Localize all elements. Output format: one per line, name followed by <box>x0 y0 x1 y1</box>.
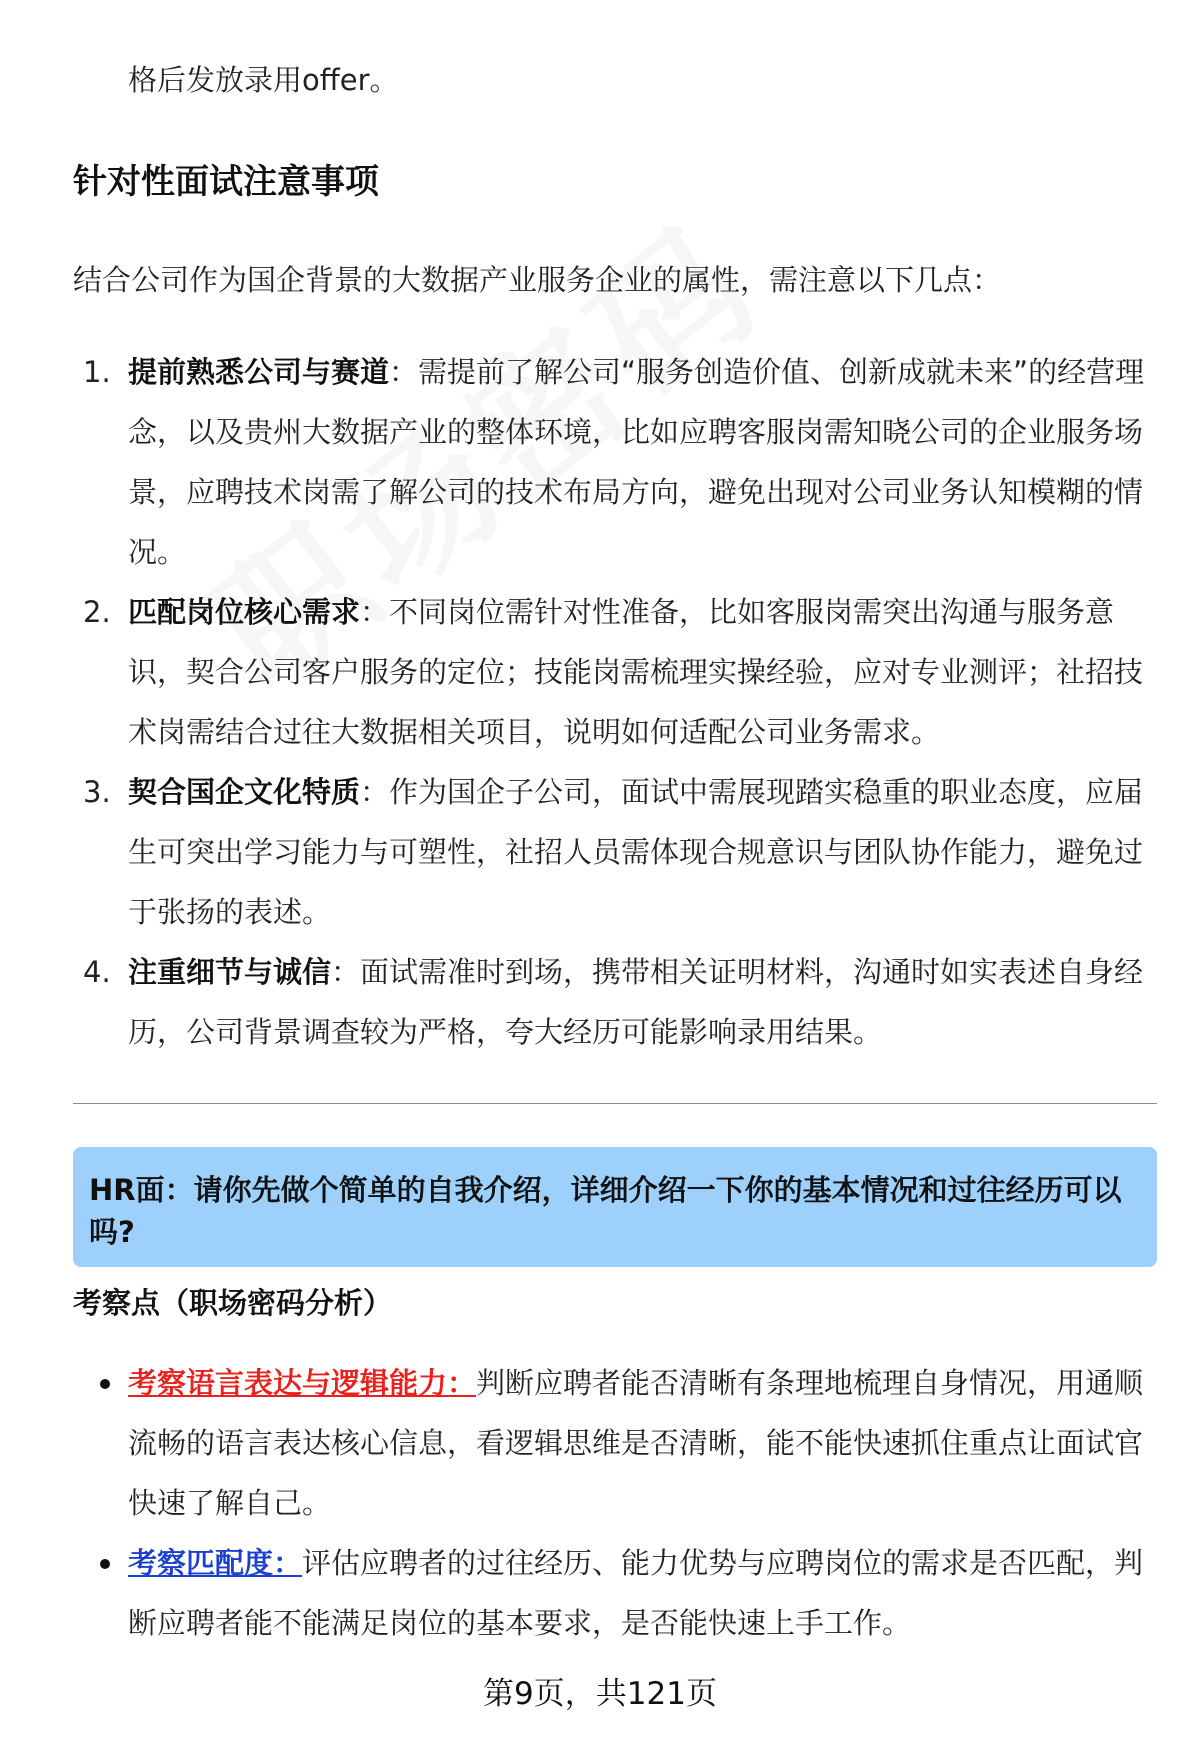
list-number: 4. <box>83 955 111 989</box>
item-text: ：面试需准时到场，携带相关证明材料，沟通时如实表述自身经历，公司背景调查较为严格，夸大经历可能影响录用结果。 <box>128 955 1144 1049</box>
section-title: 针对性面试注意事项 <box>73 162 379 202</box>
list-item <box>73 342 1157 582</box>
item-title: 提前熟悉公司与赛道 <box>128 355 390 389</box>
list-number: 2. <box>83 595 111 629</box>
section-divider <box>73 1103 1157 1104</box>
item-title: 匹配岗位核心需求 <box>128 595 361 629</box>
bullet-icon <box>100 1559 110 1569</box>
bullet-icon <box>100 1379 110 1389</box>
analysis-text: 判断应聘者能否清晰有条理地梳理自身情况，用通顺流畅的语言表达核心信息，看逻辑思维是否清晰，能不能快速抓住重点让面试官快速了解自己。 <box>128 1366 1144 1520</box>
item-title: 注重细节与诚信 <box>128 955 332 989</box>
analysis-list <box>73 1353 1157 1653</box>
item-text: ：需提前了解公司“服务创造价值、创新成就未来”的经营理念，以及贵州大数据产业的整体环境，比如应聘客服岗需知晓公司的企业服务场景，应聘技术岗需了解公司的技术布局方向，避免出现对公司业务认知模糊的情况。 <box>128 355 1145 569</box>
question-text: HR面：请你先做个简单的自我介绍，详细介绍一下你的基本情况和过往经历可以吗? <box>89 1173 1122 1249</box>
item-text: ：作为国企子公司，面试中需展现踏实稳重的职业态度，应届生可突出学习能力与可塑性，社招人员需体现合规意识与团队协作能力，避免过于张扬的表述。 <box>128 775 1144 929</box>
list-number: 1. <box>83 355 111 389</box>
question-box <box>73 1147 1157 1267</box>
analysis-text: 评估应聘者的过往经历、能力优势与应聘岗位的需求是否匹配，判断应聘者能不能满足岗位的基本要求，是否能快速上手工作。 <box>128 1546 1144 1640</box>
list-item <box>73 582 1157 762</box>
analysis-title: 考察点（职场密码分析） <box>73 1286 393 1320</box>
page-footer: 第9页，共121页 <box>483 1676 717 1712</box>
list-item <box>73 1353 1157 1533</box>
list-item <box>73 942 1157 1062</box>
list-number: 3. <box>83 775 111 809</box>
intro-paragraph: 结合公司作为国企背景的大数据产业服务企业的属性，需注意以下几点： <box>73 263 1002 297</box>
continuation-text: 格后发放录用offer。 <box>128 63 399 97</box>
analysis-lead: 考察匹配度： <box>128 1546 303 1580</box>
list-item <box>73 1533 1157 1653</box>
points-list <box>73 342 1157 1062</box>
item-text: ：不同岗位需针对性准备，比如客服岗需突出沟通与服务意识，契合公司客户服务的定位；技能岗需梳理实操经验，应对专业测评；社招技术岗需结合过往大数据相关项目，说明如何适配公司业务需求。 <box>128 595 1144 749</box>
item-title: 契合国企文化特质 <box>128 775 361 809</box>
list-item <box>73 762 1157 942</box>
analysis-lead: 考察语言表达与逻辑能力： <box>128 1366 477 1400</box>
